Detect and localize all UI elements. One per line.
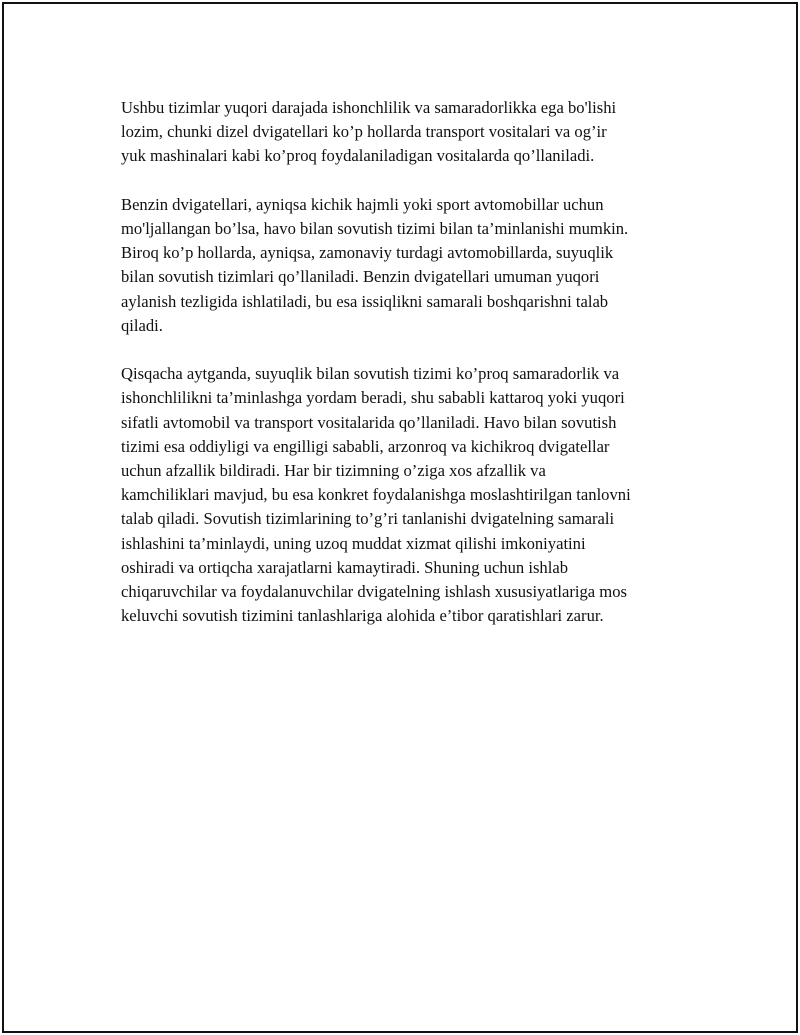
text-line: lozim, chunki dizel dvigatellari ko’p hollarda transport vositalari va og’ir: [121, 122, 607, 142]
text-line: qiladi.: [121, 315, 163, 335]
text-line: Benzin dvigatellari, ayniqsa kichik hajmli yoki sport avtomobillar uchun: [121, 194, 604, 214]
text-line: Qisqacha aytganda, suyuqlik bilan sovutish tizimi ko’proq samaradorlik va: [121, 364, 620, 384]
text-line: ishlashini ta’minlaydi, uning uzoq muddat xizmat qilishi imkoniyatini: [121, 533, 586, 553]
text-line: kamchiliklari mavjud, bu esa konkret foydalanishga moslashtirilgan tanlovni: [121, 485, 631, 505]
text-line: Biroq ko’p hollarda, ayniqsa, zamonaviy turdagi avtomobillarda, suyuqlik: [121, 243, 614, 263]
paragraph-2: [121, 193, 691, 338]
text-line: talab qiladi. Sovutish tizimlarining to’g’ri tanlanishi dvigatelning samarali: [121, 509, 615, 529]
text-line: mo'ljallangan bo’lsa, havo bilan sovutish tizimi bilan ta’minlanishi mumkin.: [121, 219, 629, 238]
text-line: chiqaruvchilar va foydalanuvchilar dvigatelning ishlash xususiyatlariga mos: [121, 582, 627, 602]
text-line: ishonchlilikni ta’minlashga yordam beradi, shu sababli kattaroq yoki yuqori: [121, 388, 625, 408]
text-line: tizimi esa oddiyligi va engilligi sababli, arzonroq va kichikroq dvigatellar: [121, 436, 610, 456]
text-line: yuk mashinalari kabi ko’proq foydalaniladigan vositalarda qo’llaniladi.: [121, 146, 595, 166]
page-frame: [2, 2, 798, 1033]
text-line: aylanish tezligida ishlatiladi, bu esa issiqlikni samarali boshqarishni talab: [121, 291, 609, 311]
text-line: keluvchi sovutish tizimini tanlashlariga alohida e’tibor qaratishlari zarur.: [121, 606, 604, 626]
document-body: [121, 96, 691, 653]
text-line: bilan sovutish tizimlari qo’llaniladi. Benzin dvigatellari umuman yuqori: [121, 267, 600, 287]
text-line: sifatli avtomobil va transport vositalarida qo’llaniladi. Havo bilan sovutish: [121, 412, 617, 432]
paragraph-3: [121, 362, 691, 628]
text-line: oshiradi va ortiqcha xarajatlarni kamaytiradi. Shuning uchun ishlab: [121, 557, 568, 577]
paragraph-1: [121, 96, 691, 169]
text-line: uchun afzallik bildiradi. Har bir tizimning o’ziga xos afzallik va: [121, 461, 546, 481]
text-line: Ushbu tizimlar yuqori darajada ishonchlilik va samaradorlikka ega bo'lishi: [121, 98, 617, 117]
